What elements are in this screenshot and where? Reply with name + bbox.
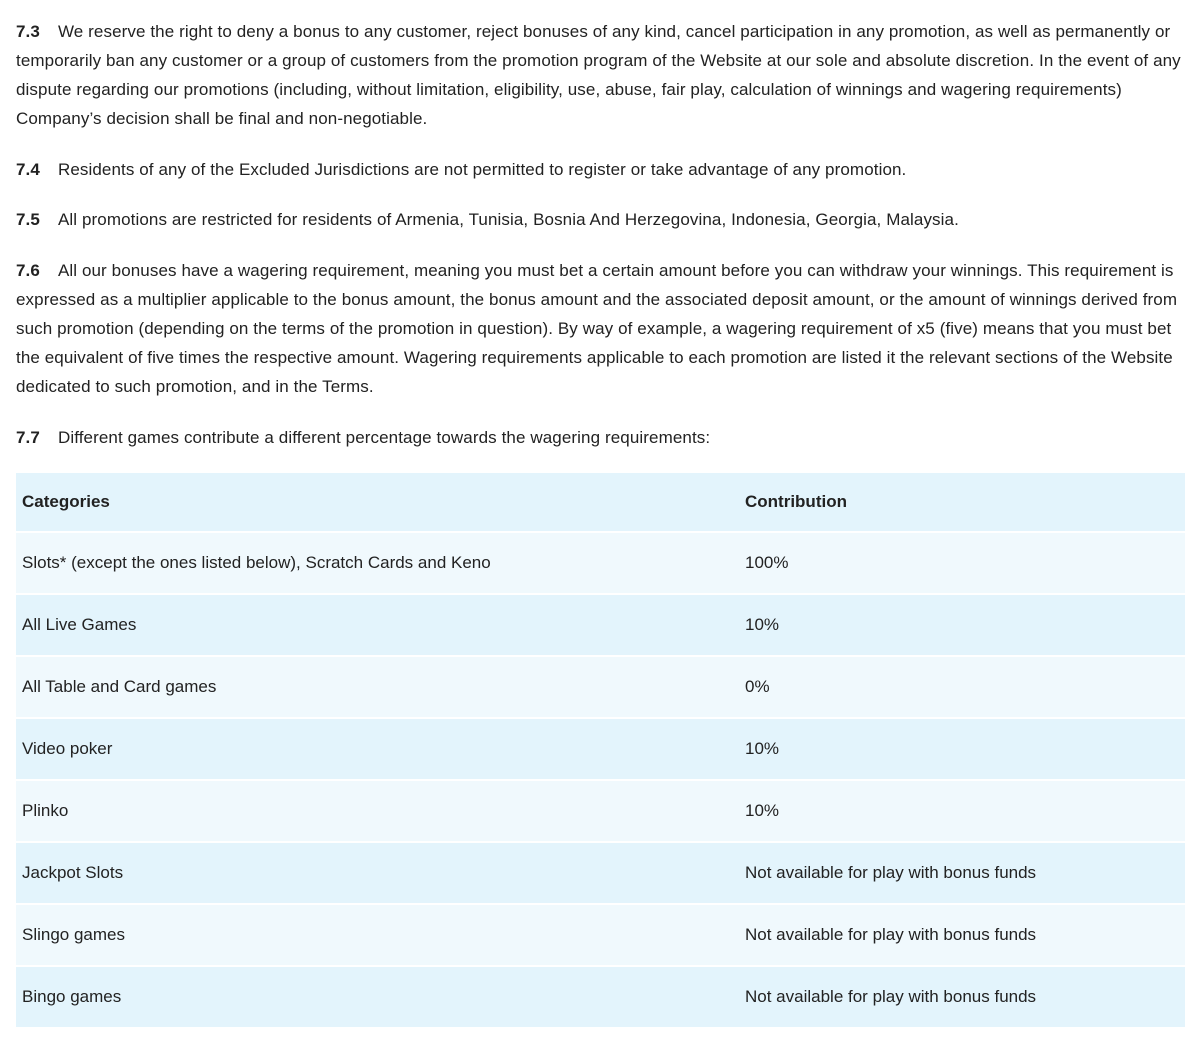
wagering-contribution-table (16, 473, 1185, 1029)
header-contribution: Contribution (739, 473, 1185, 533)
clause-number: 7.4 (16, 160, 40, 179)
contribution-cell: Not available for play with bonus funds (739, 967, 1185, 1029)
clause-number: 7.6 (16, 261, 40, 280)
contribution-cell: 10% (739, 781, 1185, 843)
contribution-cell: 0% (739, 657, 1185, 719)
table-row (16, 595, 1185, 657)
table-row (16, 533, 1185, 595)
category-cell: All Table and Card games (16, 657, 739, 719)
clause-text: We reserve the right to deny a bonus to any customer, reject bonuses of any kind, cancel participation in any promotion, as well as permanently or temporarily ban any customer or a group of customers from the promotion program of the Website at our sole and absolute discretion. In the event of any dispute regarding our promotions (including, without limitation, eligibility, use, abuse, fair play, calculation of winnings and wagering requirements) Company’s decision shall be final and non-negotiable. (16, 22, 1181, 128)
table-header-row (16, 473, 1185, 533)
contribution-cell: 10% (739, 595, 1185, 657)
clause-7-4 (16, 155, 1184, 184)
table-row (16, 719, 1185, 781)
header-categories: Categories (16, 473, 739, 533)
contribution-cell: Not available for play with bonus funds (739, 843, 1185, 905)
category-cell: Bingo games (16, 967, 739, 1029)
table-row (16, 843, 1185, 905)
clause-text: Residents of any of the Excluded Jurisdictions are not permitted to register or take advantage of any promotion. (57, 160, 907, 179)
contribution-cell: 10% (739, 719, 1185, 781)
clause-text: All promotions are restricted for residents of Armenia, Tunisia, Bosnia And Herzegovina, Indonesia, Georgia, Malaysia. (57, 210, 959, 229)
table-row (16, 905, 1185, 967)
contribution-cell: Not available for play with bonus funds (739, 905, 1185, 967)
category-cell: Slingo games (16, 905, 739, 967)
contribution-cell: 100% (739, 533, 1185, 595)
clause-7-3 (16, 17, 1184, 133)
clause-7-6 (16, 256, 1184, 401)
clause-number: 7.7 (16, 428, 40, 447)
clause-7-5 (16, 205, 1184, 234)
category-cell: Plinko (16, 781, 739, 843)
clause-7-7 (16, 423, 1184, 452)
category-cell: Slots* (except the ones listed below), Scratch Cards and Keno (16, 533, 739, 595)
clause-text: Different games contribute a different percentage towards the wagering requirements: (57, 428, 711, 447)
table-row (16, 781, 1185, 843)
category-cell: All Live Games (16, 595, 739, 657)
clause-text: All our bonuses have a wagering requirement, meaning you must bet a certain amount before you can withdraw your winnings. This requirement is expressed as a multiplier applicable to the bonus amount, the bonus amount and the associated deposit amount, or the amount of winnings derived from such promotion (depending on the terms of the promotion in question). By way of example, a wagering requirement of x5 (five) means that you must bet the equivalent of five times the respective amount. Wagering requirements applicable to each promotion are listed it the relevant sections of the Website dedicated to such promotion, and in the Terms. (16, 261, 1178, 396)
category-cell: Jackpot Slots (16, 843, 739, 905)
table-row (16, 657, 1185, 719)
clause-number: 7.5 (16, 210, 40, 229)
table-row (16, 967, 1185, 1029)
clause-number: 7.3 (16, 22, 40, 41)
category-cell: Video poker (16, 719, 739, 781)
